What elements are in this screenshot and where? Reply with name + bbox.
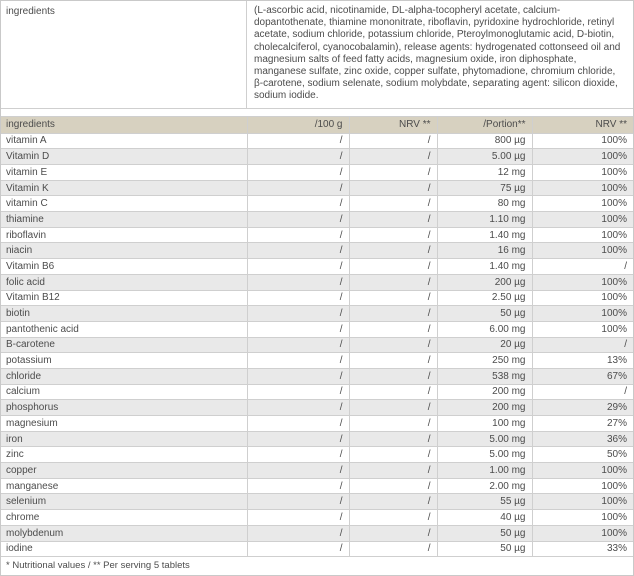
row-nrv-portion: 100%: [532, 227, 633, 243]
ingredients-label: ingredients: [1, 1, 247, 108]
col-header-nrv-portion: NRV **: [532, 116, 633, 133]
row-portion: 6.00 mg: [437, 321, 532, 337]
row-ingredient-name: selenium: [1, 494, 247, 510]
table-row: [1, 353, 633, 369]
row-nrv-100g: /: [349, 494, 437, 510]
table-row: [1, 525, 633, 541]
table-row: [1, 227, 633, 243]
row-per-100g: /: [247, 510, 349, 526]
row-ingredient-name: calcium: [1, 384, 247, 400]
row-nrv-portion: /: [532, 259, 633, 275]
row-ingredient-name: manganese: [1, 478, 247, 494]
row-nrv-portion: 50%: [532, 447, 633, 463]
table-row: [1, 494, 633, 510]
row-nrv-100g: /: [349, 416, 437, 432]
row-per-100g: /: [247, 243, 349, 259]
row-nrv-100g: /: [349, 306, 437, 322]
row-portion: 20 µg: [437, 337, 532, 353]
row-nrv-portion: /: [532, 384, 633, 400]
row-per-100g: /: [247, 149, 349, 165]
row-portion: 1.10 mg: [437, 212, 532, 228]
row-portion: 2.00 mg: [437, 478, 532, 494]
row-nrv-portion: 100%: [532, 149, 633, 165]
row-per-100g: /: [247, 384, 349, 400]
row-nrv-portion: 100%: [532, 290, 633, 306]
row-ingredient-name: potassium: [1, 353, 247, 369]
row-ingredient-name: phosphorus: [1, 400, 247, 416]
row-nrv-100g: /: [349, 227, 437, 243]
row-nrv-100g: /: [349, 290, 437, 306]
row-ingredient-name: magnesium: [1, 416, 247, 432]
row-nrv-portion: /: [532, 337, 633, 353]
row-nrv-100g: /: [349, 274, 437, 290]
row-portion: 538 mg: [437, 368, 532, 384]
row-per-100g: /: [247, 227, 349, 243]
table-row: [1, 510, 633, 526]
row-per-100g: /: [247, 133, 349, 149]
row-nrv-100g: /: [349, 321, 437, 337]
row-portion: 5.00 mg: [437, 447, 532, 463]
row-nrv-100g: /: [349, 212, 437, 228]
row-nrv-portion: 100%: [532, 196, 633, 212]
row-ingredient-name: copper: [1, 463, 247, 479]
row-nrv-100g: /: [349, 431, 437, 447]
row-per-100g: /: [247, 353, 349, 369]
row-per-100g: /: [247, 368, 349, 384]
row-per-100g: /: [247, 196, 349, 212]
row-ingredient-name: iron: [1, 431, 247, 447]
row-ingredient-name: biotin: [1, 306, 247, 322]
row-nrv-100g: /: [349, 463, 437, 479]
row-nrv-100g: /: [349, 165, 437, 181]
row-ingredient-name: chrome: [1, 510, 247, 526]
row-nrv-100g: /: [349, 133, 437, 149]
table-row: [1, 541, 633, 556]
row-nrv-portion: 33%: [532, 541, 633, 556]
row-portion: 5.00 µg: [437, 149, 532, 165]
row-per-100g: /: [247, 431, 349, 447]
row-nrv-portion: 100%: [532, 463, 633, 479]
row-nrv-portion: 100%: [532, 212, 633, 228]
row-per-100g: /: [247, 165, 349, 181]
table-row: [1, 212, 633, 228]
row-nrv-portion: 100%: [532, 180, 633, 196]
spacer: [1, 109, 633, 116]
row-nrv-100g: /: [349, 400, 437, 416]
row-per-100g: /: [247, 274, 349, 290]
row-portion: 1.40 mg: [437, 259, 532, 275]
table-row: [1, 463, 633, 479]
ingredients-description-row: [1, 1, 633, 109]
table-row: [1, 337, 633, 353]
col-header-ingredients: ingredients: [1, 116, 247, 133]
row-nrv-100g: /: [349, 541, 437, 556]
row-nrv-100g: /: [349, 196, 437, 212]
row-per-100g: /: [247, 478, 349, 494]
row-portion: 50 µg: [437, 541, 532, 556]
row-ingredient-name: iodine: [1, 541, 247, 556]
row-ingredient-name: pantothenic acid: [1, 321, 247, 337]
row-per-100g: /: [247, 463, 349, 479]
table-row: [1, 368, 633, 384]
row-per-100g: /: [247, 447, 349, 463]
row-per-100g: /: [247, 306, 349, 322]
row-nrv-portion: 100%: [532, 478, 633, 494]
row-nrv-100g: /: [349, 384, 437, 400]
row-portion: 55 µg: [437, 494, 532, 510]
row-per-100g: /: [247, 494, 349, 510]
table-row: [1, 243, 633, 259]
row-ingredient-name: B-carotene: [1, 337, 247, 353]
row-nrv-100g: /: [349, 243, 437, 259]
table-row: [1, 149, 633, 165]
row-nrv-portion: 100%: [532, 306, 633, 322]
row-nrv-100g: /: [349, 478, 437, 494]
row-portion: 80 mg: [437, 196, 532, 212]
row-per-100g: /: [247, 212, 349, 228]
row-nrv-100g: /: [349, 510, 437, 526]
table-row: [1, 165, 633, 181]
table-row: [1, 196, 633, 212]
row-ingredient-name: Vitamin D: [1, 149, 247, 165]
row-portion: 200 mg: [437, 400, 532, 416]
row-per-100g: /: [247, 541, 349, 556]
table-row: [1, 306, 633, 322]
row-portion: 100 mg: [437, 416, 532, 432]
row-nrv-portion: 100%: [532, 494, 633, 510]
row-nrv-portion: 100%: [532, 321, 633, 337]
row-ingredient-name: vitamin E: [1, 165, 247, 181]
row-nrv-100g: /: [349, 353, 437, 369]
ingredients-text: (L-ascorbic acid, nicotinamide, DL-alpha-tocopheryl acetate, calcium-dopantothenate, thiamine mononitrate, riboflavin, pyridoxine hydrochloride, retinyl acetate, sodium chloride, potassium chloride, Pteroylmonoglutamic acid, D-biotin, cholecalciferol, cyanocobalamin), release agents: hydrogenated cottonseed oil and magnesium salts of feed fatty acids, magnesium oxide, iron diphosphate, manganese sulfate, zinc oxide, copper sulfate, phytomadione, chromium chloride, β-carotene, sodium selenate, sodium molybdate, separating agent: silicon dioxide, sodium iodide.: [254, 5, 621, 102]
row-nrv-100g: /: [349, 149, 437, 165]
row-nrv-portion: 27%: [532, 416, 633, 432]
row-per-100g: /: [247, 525, 349, 541]
row-nrv-100g: /: [349, 259, 437, 275]
row-ingredient-name: chloride: [1, 368, 247, 384]
table-row: [1, 384, 633, 400]
row-ingredient-name: Vitamin B6: [1, 259, 247, 275]
row-portion: 200 µg: [437, 274, 532, 290]
row-ingredient-name: Vitamin K: [1, 180, 247, 196]
row-portion: 1.00 mg: [437, 463, 532, 479]
row-ingredient-name: zinc: [1, 447, 247, 463]
table-row: [1, 447, 633, 463]
row-nrv-100g: /: [349, 447, 437, 463]
row-portion: 250 mg: [437, 353, 532, 369]
row-nrv-100g: /: [349, 337, 437, 353]
row-portion: 2.50 µg: [437, 290, 532, 306]
row-nrv-portion: 67%: [532, 368, 633, 384]
table-row: [1, 431, 633, 447]
row-nrv-portion: 100%: [532, 274, 633, 290]
row-portion: 800 µg: [437, 133, 532, 149]
row-portion: 50 µg: [437, 525, 532, 541]
row-portion: 200 mg: [437, 384, 532, 400]
row-per-100g: /: [247, 290, 349, 306]
row-per-100g: /: [247, 259, 349, 275]
row-portion: 1.40 mg: [437, 227, 532, 243]
table-row: [1, 259, 633, 275]
table-row: [1, 416, 633, 432]
table-row: [1, 478, 633, 494]
row-per-100g: /: [247, 321, 349, 337]
row-nrv-portion: 100%: [532, 243, 633, 259]
table-row: [1, 133, 633, 149]
row-ingredient-name: folic acid: [1, 274, 247, 290]
row-nrv-portion: 29%: [532, 400, 633, 416]
table-row: [1, 321, 633, 337]
col-header-portion: /Portion**: [437, 116, 532, 133]
row-portion: 40 µg: [437, 510, 532, 526]
row-ingredient-name: niacin: [1, 243, 247, 259]
row-ingredient-name: thiamine: [1, 212, 247, 228]
row-per-100g: /: [247, 180, 349, 196]
row-ingredient-name: molybdenum: [1, 525, 247, 541]
row-per-100g: /: [247, 400, 349, 416]
row-nrv-100g: /: [349, 368, 437, 384]
row-nrv-portion: 13%: [532, 353, 633, 369]
row-portion: 75 µg: [437, 180, 532, 196]
row-nrv-portion: 100%: [532, 525, 633, 541]
table-row: [1, 290, 633, 306]
table-header-row: [1, 116, 633, 133]
row-per-100g: /: [247, 337, 349, 353]
row-ingredient-name: Vitamin B12: [1, 290, 247, 306]
row-portion: 16 mg: [437, 243, 532, 259]
col-header-per-100g: /100 g: [247, 116, 349, 133]
row-ingredient-name: vitamin C: [1, 196, 247, 212]
table-row: [1, 274, 633, 290]
row-nrv-portion: 100%: [532, 133, 633, 149]
row-nrv-portion: 100%: [532, 510, 633, 526]
table-row: [1, 400, 633, 416]
col-header-nrv-100g: NRV **: [349, 116, 437, 133]
row-nrv-portion: 36%: [532, 431, 633, 447]
row-nrv-portion: 100%: [532, 165, 633, 181]
nutrition-table: [1, 116, 633, 557]
row-ingredient-name: riboflavin: [1, 227, 247, 243]
row-nrv-100g: /: [349, 180, 437, 196]
table-row: [1, 180, 633, 196]
footnote: * Nutritional values / ** Per serving 5 tablets: [1, 556, 633, 575]
row-portion: 50 µg: [437, 306, 532, 322]
row-portion: 5.00 mg: [437, 431, 532, 447]
row-portion: 12 mg: [437, 165, 532, 181]
row-ingredient-name: vitamin A: [1, 133, 247, 149]
row-per-100g: /: [247, 416, 349, 432]
row-nrv-100g: /: [349, 525, 437, 541]
